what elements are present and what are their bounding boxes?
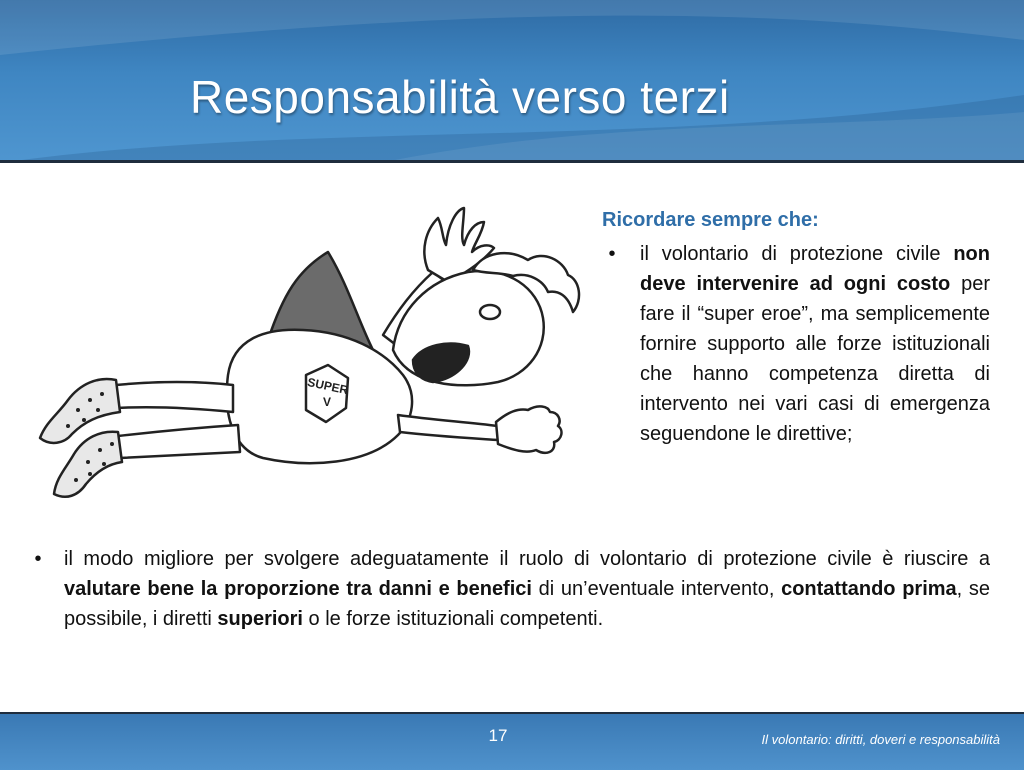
advice-bullet	[28, 544, 990, 634]
reminder-bold-phrase: non deve intervenire ad ogni costo	[640, 243, 990, 295]
forward-hand	[496, 406, 561, 452]
badge-text-super: SUPER	[306, 374, 350, 398]
page-number: 17	[488, 726, 508, 745]
advice-bold-evaluate: valutare bene la proporzione tra danni e benefici	[64, 578, 532, 600]
footer-caption: Il volontario: diritti, doveri e responsabilità	[761, 732, 1000, 747]
advice-text-part3: , se possibile, i diretti	[64, 578, 991, 630]
eye	[480, 305, 500, 319]
reminder-bullet	[602, 239, 990, 449]
badge-text-v: V	[322, 395, 332, 409]
slide-header	[0, 0, 1024, 163]
advice-text-part4: o le forze istituzionali competenti.	[302, 608, 604, 630]
slide-footer	[0, 712, 1024, 770]
superhero-volunteer-illustration	[28, 200, 588, 520]
reminder-text-part1: il volontario di protezione civile	[640, 243, 954, 265]
bullet-marker: •	[608, 243, 616, 265]
advice-text-part2: di un’eventuale intervento,	[531, 578, 782, 600]
reminder-text-part2: per fare il “super eroe”, ma semplicemente fornire supporto alle forze istituzionali che hanno competenza diretta di intervento nei vari casi di emergenza seguendone le direttive;	[640, 273, 990, 445]
reminder-heading: Ricordare sempre che:	[602, 209, 819, 231]
lower-leg	[118, 425, 240, 458]
bullet-marker: •	[34, 548, 42, 570]
advice-paragraph	[28, 544, 990, 634]
forward-arm	[398, 415, 498, 440]
upper-leg	[116, 382, 233, 412]
slide-title: Responsabilità verso terzi	[190, 71, 730, 123]
advice-bold-contact: contattando prima	[781, 578, 957, 600]
reminder-panel	[602, 205, 990, 449]
advice-text-part1: il modo migliore per svolgere adeguatamente il ruolo di volontario di protezione civile è riuscire a	[64, 548, 990, 570]
advice-bold-superiors: superiori	[217, 608, 303, 630]
header-divider	[0, 160, 1024, 163]
